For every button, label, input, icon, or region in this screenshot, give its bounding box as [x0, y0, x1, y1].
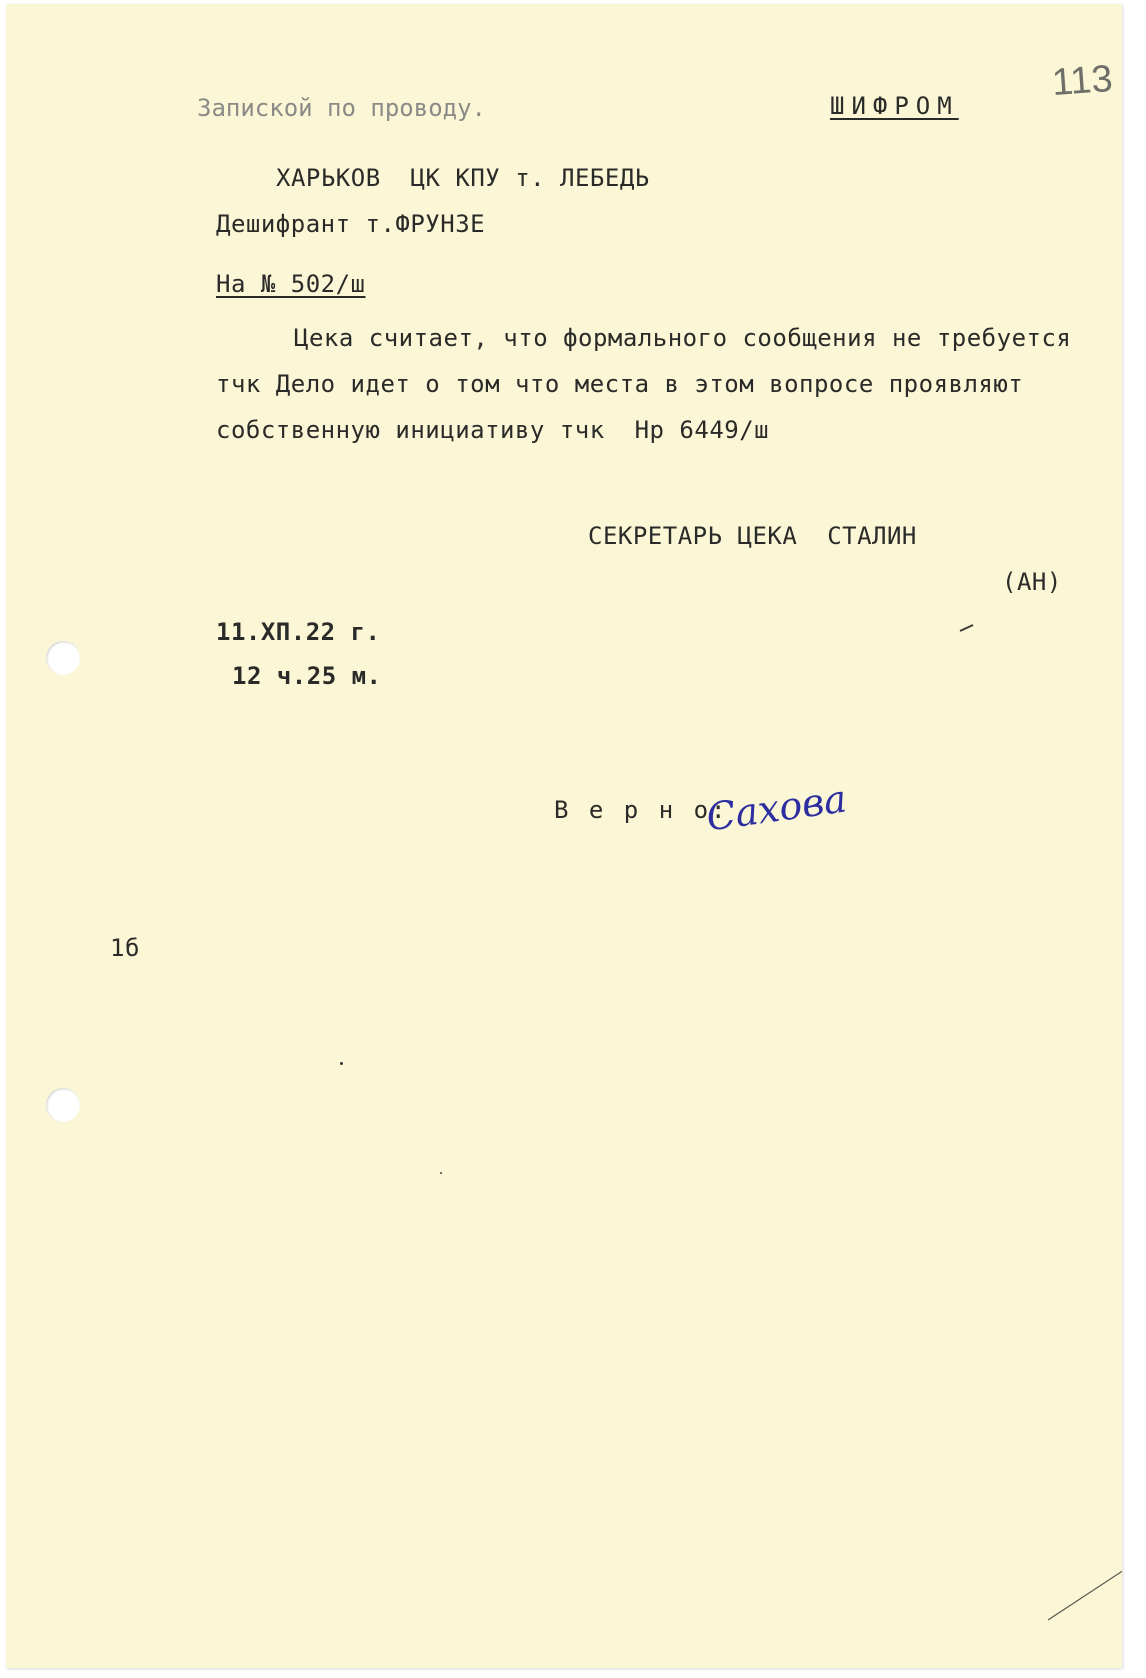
date: 11.ХП.22 г. [216, 618, 381, 646]
body-line-1: Цека считает, что формального сообщения не требуется [294, 324, 1072, 352]
speck [440, 1172, 442, 1174]
speck [340, 1062, 343, 1065]
body-line-2: тчк Дело идет о том что места в этом вопросе проявляют [216, 370, 1024, 398]
copy-number: 1б [110, 934, 140, 962]
document-page [6, 4, 1122, 1668]
reference-number: На № 502/ш [216, 270, 366, 298]
punch-hole-top [46, 641, 80, 675]
signature-line: СЕКРЕТАРЬ ЦЕКА СТАЛИН [588, 522, 917, 550]
punch-hole-bottom [46, 1088, 80, 1122]
archive-page-number: 113 [1050, 57, 1114, 105]
verified-label: В е р н о: [554, 796, 729, 824]
time: 12 ч.25 м. [232, 662, 382, 690]
decipher-recipient: Дешифрант т.ФРУНЗЕ [216, 210, 486, 238]
cipher-label: ШИФРОМ [830, 92, 959, 120]
typist-initials: (АН) [1002, 568, 1062, 596]
addressee: ХАРЬКОВ ЦК КПУ т. ЛЕБЕДЬ [276, 164, 650, 192]
body-line-3: собственную инициативу тчк Нр 6449/ш [216, 416, 770, 444]
corner-fold-line [1046, 1564, 1122, 1624]
delivery-note: Запиской по проводу. [197, 94, 486, 122]
verified-signature: Сахова [703, 776, 850, 840]
pencil-mark [958, 622, 978, 634]
